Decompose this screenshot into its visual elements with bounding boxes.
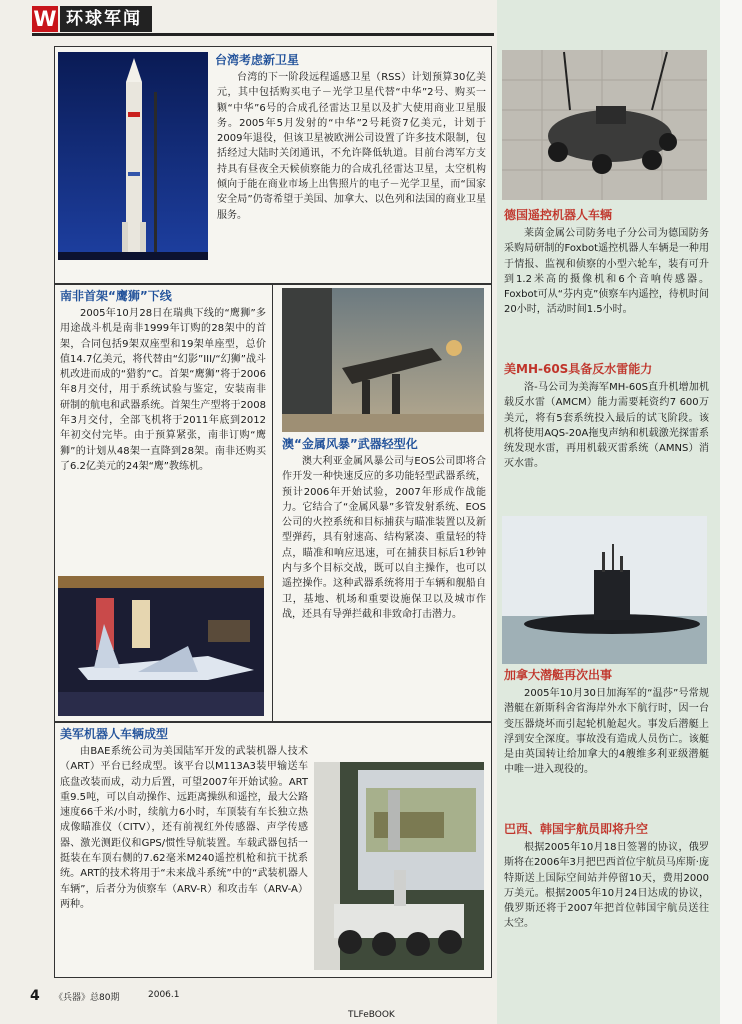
- section-logo: W: [33, 7, 57, 31]
- headline-submarine: 加拿大潜艇再次出事: [504, 668, 613, 682]
- body-foxbot: 莱茵金属公司防务电子分公司为德国防务采购局研制的Foxbot遥控机器人车辆是一种用于情报、监视和侦察的小型六轮车，装有可升到1.2米高的摄像机和6个音响传感器。Foxbot可从“芬内克”侦察车内遥控，待机时间20小时，活动时间1.5小时。: [504, 228, 709, 316]
- body-text: 由BAE系统公司为美国陆军开发的武装机器人技术（ART）平台已经成型。该平台以M113A3装甲输送车底盘改装而成，动力后置，可望2007年开始试验。ART重9.5吨，可以自动操作、远距离操纵和遥控，最大公路速度66千米/小时，续航力6小时，车顶装有车长独立热成像瞄准仪（CITV），还有前视红外传感器、声学传感器、激光测距仪和GPS/惯性导航装置。车载武器包括一挺装在车顶右侧的7.62毫米M240遥控机枪和抗干扰系统。ART的技术将用于“未来战斗系统”中的“武装机器人车辆”，后者分为侦察车（ARV-R）和攻击车（ARV-A）两种。: [60, 746, 308, 910]
- body-metalstorm: 澳大利亚金属风暴公司与EOS公司即将合作开发一种快速反应的多功能轻型武器系统，预计2006年开始试验，2007年形成作战能力。它结合了“金属风暴”多管发射系统、EOS公司的火控系统和目标捕获与瞄准装置以及新型弹药，具有射速高、结构紧凑、重量轻的特点，瞄准和响应迅速，可在捕获目标后1秒钟内与多个目标交战，既可以自主操作，也可以遥控操作。这种武器系统将用于车辆和舰船自卫，基地、机场和重要设施保卫以及城市作战，还具有导弹拦截和非致命打击潜力。: [282, 456, 486, 620]
- body-mh60s: 洛-马公司为美海军MH-60S直升机增加机载反水雷（AMCM）能力需要耗资约7 600万美元，将有5套系统投入最后的试飞阶段。该机将使用AQS-20A拖曳声纳和机载激光探雷系统发现水雷，再用机载灭雷系统（AMNS）消灭水雷。: [504, 382, 709, 470]
- submarine-photo: [502, 516, 707, 664]
- body-gripen: 2005年10月28日在瑞典下线的“鹰狮”多用途战斗机是南非1999年订购的28架中的首架，合同包括9架双座型和19架单座型，总价值14.7亿美元，将代替由“幻影”III/“幻狮”战斗机改进而成的“猎豹”C。首架“鹰狮”将于2006年8月交付，用于系统试验与鉴定，安装南非研制的航电和武器系统。首架生产型将于2008年3月交付，全部飞机将于2011年底到2012年初交付完毕。由于预算紧张，南非订购“鹰狮”的计划从48架一直降到28架。南非还购买了6.2亿美元的24架“鹰”教练机。: [60, 308, 266, 472]
- page-number: 4: [30, 988, 40, 1004]
- headline-metalstorm: 澳“金属风暴”武器轻型化: [282, 437, 418, 451]
- watermark: TLFeBOOK: [348, 1010, 395, 1020]
- art-robot-vehicle-photo: [314, 762, 484, 970]
- page-edge: [720, 0, 742, 1024]
- section-title: 环球军闻: [60, 6, 152, 32]
- body-astronauts: 根据2005年10月18日签署的协议，俄罗斯将在2006年3月把巴西首位宇航员马库斯·庞特斯送上国际空间站并停留10天，费用2000万美元。根据2005年10月24日达成的协议，俄罗斯还将于2007年把首位韩国宇航员送往太空。: [504, 842, 709, 930]
- headline-foxbot: 德国遥控机器人车辆: [504, 208, 613, 222]
- headline-art-robot: 美军机器人车辆成型: [60, 727, 169, 741]
- metalstorm-weapon-photo: [282, 288, 484, 432]
- header-rule: [32, 33, 494, 36]
- float-spacer: [62, 70, 217, 266]
- gripen-jet-photo: [58, 576, 264, 716]
- headline-gripen: 南非首架“鹰狮”下线: [60, 289, 172, 303]
- headline-taiwan-satellite: 台湾考虑新卫星: [215, 53, 300, 67]
- magazine-name: 《兵器》总80期: [54, 993, 120, 1003]
- body-taiwan-satellite: [62, 70, 486, 280]
- headline-astronauts: 巴西、韩国宇航员即将升空: [504, 822, 649, 836]
- foxbot-robot-photo: [502, 50, 707, 200]
- body-submarine: 2005年10月30日加海军的“温莎”号常规潜艇在新斯科舍省海岸外水下航行时，因一台变压器烧坏而引起轮机舱起火。事发后潜艇上浮到安全深度。事故没有造成人员伤亡。该艇是由英国转让给加拿大的4艘维多利亚级潜艇中唯一进入现役的。: [504, 688, 709, 776]
- body-text: 台湾的下一阶段远程遥感卫星（RSS）计划预算30亿美元，其中包括购买电子－光学卫星代替“中华”2号、购买一颗“中华”6号的合成孔径雷达卫星以及扩大使用商业卫星服务。2005年5月发射的“中华”2号耗资7亿美元，计划于2009年退役，但该卫星被欧洲公司设置了许多技术限制，包括经过大陆时关闭通讯，不允许降低轨道。目前台湾军方支持具有昼夜全天候侦察能力的合成孔径雷达卫星，太空机构倾向于能在商业市场上出售照片的电子－光学卫星，而“国家安全局”仍寄希望于美国、加拿大、以色列和法国的商业卫星服务。: [217, 72, 486, 221]
- headline-mh60s: 美MH-60S具备反水雷能力: [504, 362, 653, 376]
- issue-date: 2006.1: [148, 990, 180, 1000]
